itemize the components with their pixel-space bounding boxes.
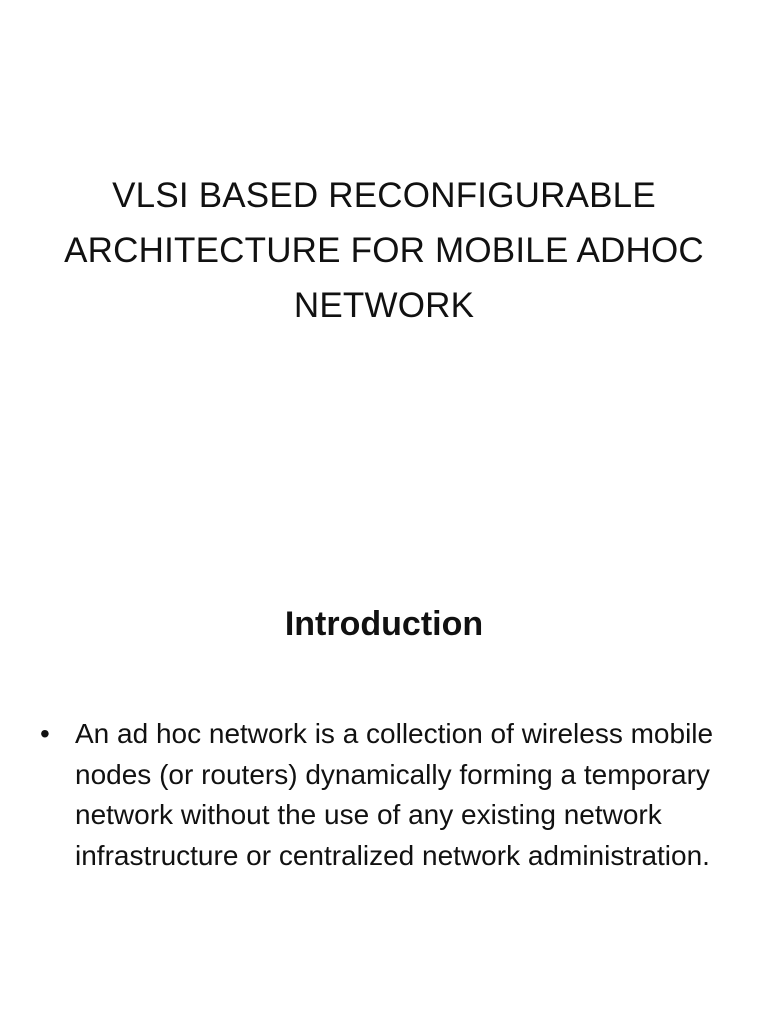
introduction-slide bbox=[0, 512, 768, 1024]
bullet-item bbox=[38, 714, 728, 876]
bullet-text: An ad hoc network is a collection of wireless mobile nodes (or routers) dynamically forming a temporary network without the use of any existing network infrastructure or centralized network administration. bbox=[75, 718, 714, 871]
bullet-list bbox=[38, 714, 728, 876]
slide-title: VLSI BASED RECONFIGURABLE ARCHITECTURE FOR MOBILE ADHOC NETWORK bbox=[64, 176, 704, 325]
bullet-marker: • bbox=[40, 718, 50, 749]
slide-heading: Introduction bbox=[284, 605, 484, 643]
